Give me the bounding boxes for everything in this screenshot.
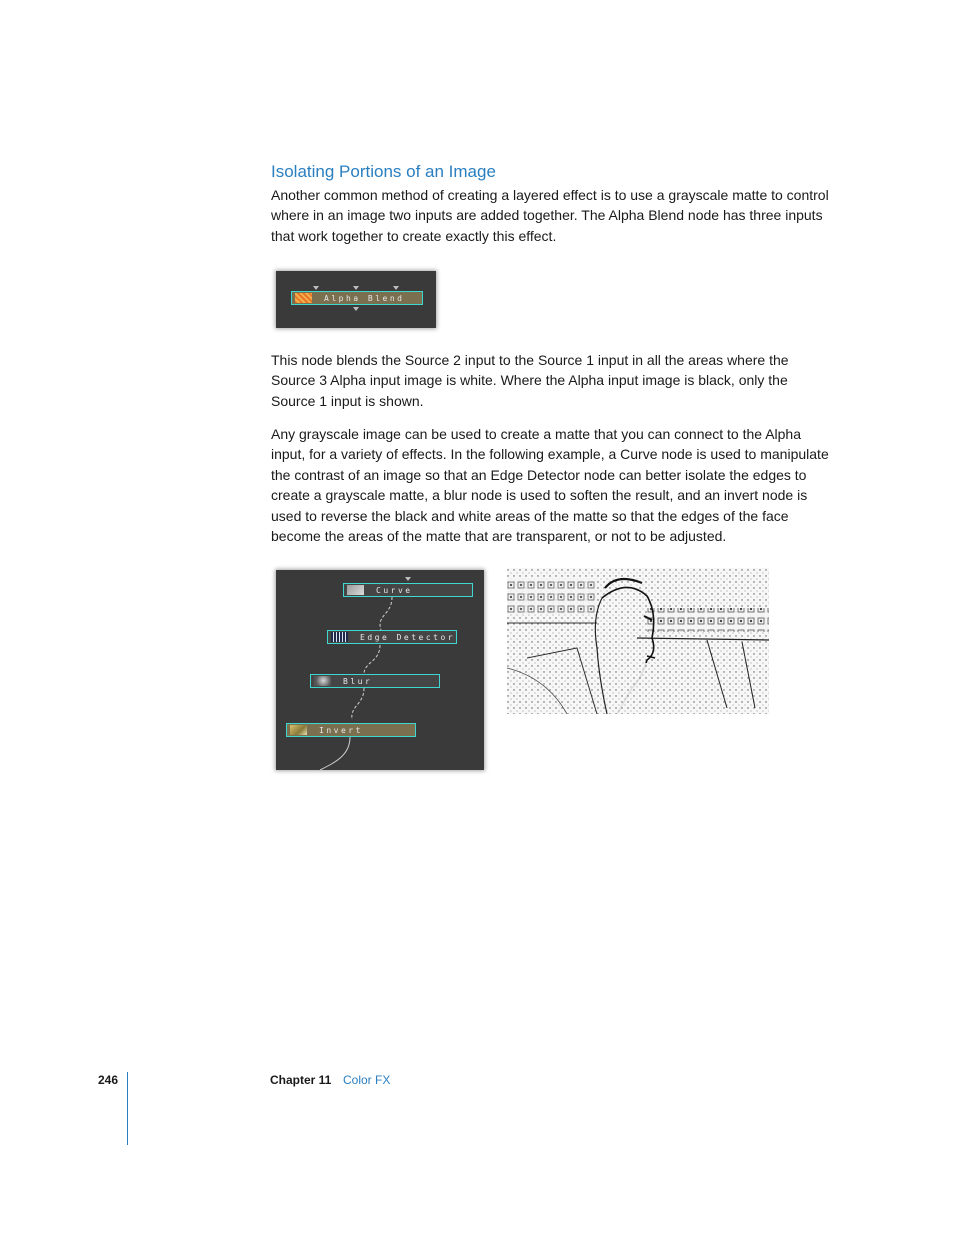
alpha-blend-node[interactable] xyxy=(291,291,423,305)
node-thumbnail-icon xyxy=(295,293,312,303)
connection-lines xyxy=(276,570,484,770)
node-label: Curve xyxy=(376,586,413,595)
chapter-label: Chapter 11 xyxy=(270,1073,332,1087)
node-thumbnail-icon xyxy=(290,725,307,735)
curve-node[interactable] xyxy=(343,583,473,597)
node-tree-figure xyxy=(276,570,484,770)
node-label: Edge Detector xyxy=(360,633,456,642)
footer-divider xyxy=(127,1072,128,1145)
input-triangle-icon xyxy=(353,286,359,290)
node-label: Blur xyxy=(343,677,373,686)
input-triangle-icon xyxy=(313,286,319,290)
blur-node[interactable] xyxy=(310,674,440,688)
blend-description-paragraph: This node blends the Source 2 input to the Source 1 input in all the areas where the Source 3 Alpha input image is white. Where the Alpha input image is black, only the Source 1 input is shown. xyxy=(271,352,789,409)
matte-example-paragraph: Any grayscale image can be used to create a matte that you can connect to the Alpha input, for a variety of effects. In the following example, a Curve node is used to manipulate the contrast of an image so that an Edge Detector node can better isolate the edges to create a grayscale matte, a blur node is used to soften the result, and an invert node is used to reverse the black and white areas of the matte so that the edges of the face become the areas of the matte that are transparent, or not to be adjusted. xyxy=(271,426,829,545)
section-heading: Isolating Portions of an Image xyxy=(271,162,496,181)
node-thumbnail-icon xyxy=(347,585,364,595)
invert-node[interactable] xyxy=(286,723,416,737)
node-label: Invert xyxy=(319,726,363,735)
edge-matte-illustration xyxy=(507,568,769,714)
page-number: 246 xyxy=(98,1073,119,1087)
chapter-title-link[interactable]: Color FX xyxy=(343,1073,391,1087)
edge-detected-image xyxy=(507,568,769,714)
input-triangle-icon xyxy=(393,286,399,290)
edge-detector-node[interactable] xyxy=(327,630,457,644)
alpha-blend-node-figure xyxy=(276,271,436,328)
output-triangle-icon xyxy=(353,307,359,311)
intro-paragraph: Another common method of creating a layered effect is to use a grayscale matte to control where in an image two inputs are added together. The Alpha Blend node has three inputs that work together to create exactly this effect. xyxy=(271,187,829,244)
node-thumbnail-icon xyxy=(331,632,348,642)
node-thumbnail-icon xyxy=(314,676,331,686)
node-label: Alpha Blend xyxy=(324,294,405,303)
